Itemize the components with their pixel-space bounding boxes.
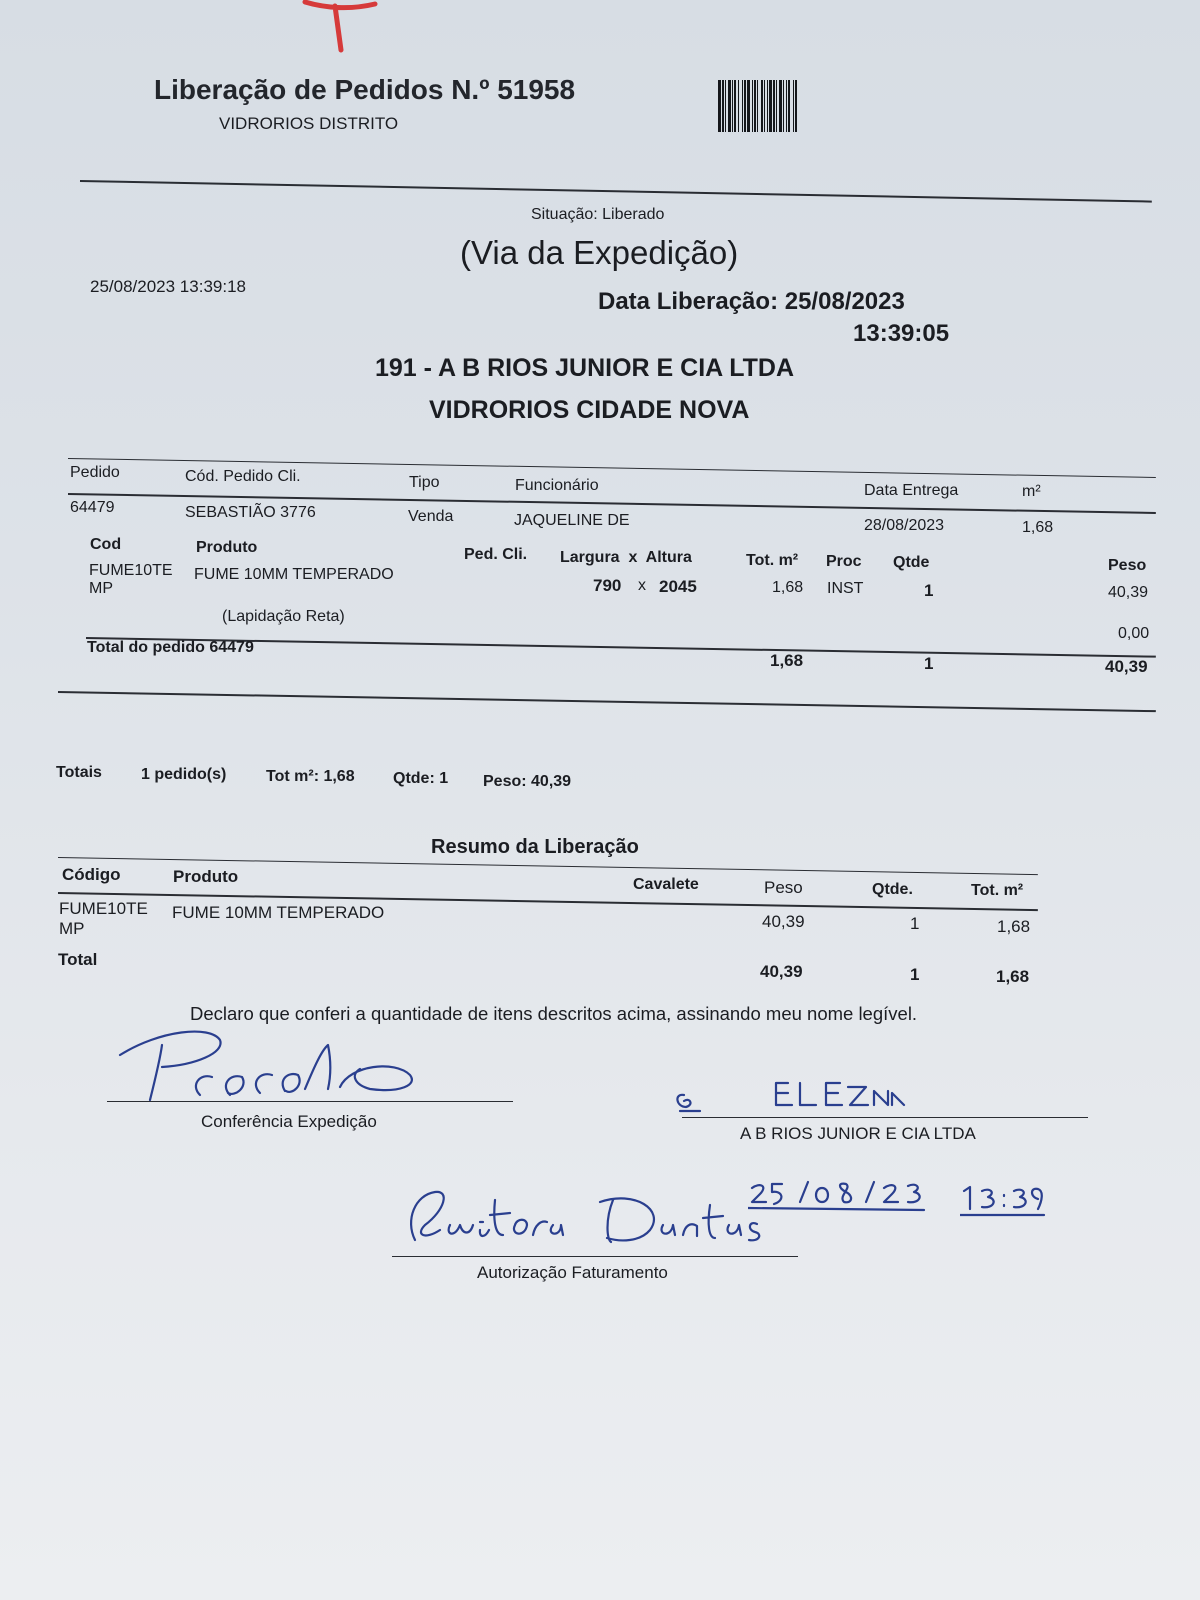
signature-label-autorizacao: Autorização Faturamento — [477, 1263, 668, 1282]
col-funcionario: Funcionário — [515, 477, 599, 494]
red-pen-mark — [295, 0, 385, 60]
summary-tot-m2: 1,68 — [997, 917, 1031, 936]
item-col-cod: Cod — [90, 536, 122, 553]
summary-title: Resumo da Liberação — [431, 836, 639, 858]
summary-qtde: 1 — [910, 914, 920, 933]
item-col-qtde: Qtde — [893, 554, 930, 571]
item-produto: FUME 10MM TEMPERADO — [194, 566, 394, 583]
handwritten-time-text — [970, 1185, 973, 1186]
summary-total-peso: 40,39 — [760, 962, 803, 981]
signature-line-autorizacao — [392, 1256, 798, 1257]
item-col-tot-m2: Tot. m² — [746, 552, 799, 569]
col-pedido: Pedido — [70, 464, 120, 481]
summary-peso: 40,39 — [762, 912, 805, 931]
row-data-entrega: 28/08/2023 — [864, 517, 945, 534]
summary-codigo — [59, 899, 148, 939]
item-x: x — [638, 577, 646, 594]
order-total-m2: 1,68 — [770, 651, 804, 670]
via-label: (Via da Expedição) — [460, 234, 739, 271]
client-store: VIDRORIOS CIDADE NOVA — [429, 396, 750, 424]
client-name: 191 - A B RIOS JUNIOR E CIA LTDA — [375, 354, 795, 382]
signature-label-conferencia: Conferência Expedição — [201, 1112, 377, 1131]
signature-autorizacao — [395, 1180, 775, 1260]
summary-col-cavalete: Cavalete — [633, 876, 699, 893]
item-qtde: 1 — [924, 581, 934, 600]
order-total-qtde: 1 — [924, 654, 934, 673]
summary-col-qtde: Qtde. — [872, 881, 913, 898]
order-total-label: Total do pedido 64479 — [87, 639, 254, 656]
declaration-text: Declaro que conferi a quantidade de itens descritos acima, assinando meu nome legível. — [190, 1003, 918, 1024]
totals-pedidos: 1 pedido(s) — [141, 766, 227, 783]
barcode — [718, 80, 906, 132]
item-cod-line2: MP — [89, 580, 113, 597]
item-cod — [89, 562, 173, 598]
company-name: VIDRORIOS DISTRITO — [219, 114, 399, 133]
item-col-produto: Produto — [196, 539, 258, 556]
status-situacao: Situação: Liberado — [531, 206, 665, 223]
signature-label-cliente: A B RIOS JUNIOR E CIA LTDA — [740, 1124, 976, 1143]
row-cod-pedido-cli: SEBASTIÃO 3776 — [185, 504, 316, 521]
item-col-peso: Peso — [1108, 557, 1147, 574]
release-date: Data Liberação: 25/08/2023 — [598, 288, 905, 315]
totals-tot-m2: Tot m²: 1,68 — [266, 768, 355, 785]
row-tipo: Venda — [408, 508, 454, 525]
item-col-proc: Proc — [826, 553, 862, 570]
summary-produto: FUME 10MM TEMPERADO — [172, 903, 385, 922]
summary-total-tot-m2: 1,68 — [996, 967, 1030, 986]
signature-line-conferencia — [107, 1101, 513, 1102]
col-tipo: Tipo — [409, 474, 440, 491]
item-peso: 40,39 — [1108, 584, 1149, 601]
summary-col-peso: Peso — [764, 878, 803, 897]
page-title: Liberação de Pedidos N.º 51958 — [154, 74, 576, 105]
row-m2: 1,68 — [1022, 519, 1054, 536]
signature-cliente — [670, 1075, 940, 1115]
summary-col-tot-m2: Tot. m² — [971, 882, 1024, 899]
totals-peso: Peso: 40,39 — [483, 773, 572, 790]
item-cod-line1: FUME10TE — [89, 562, 173, 579]
item-largura: 790 — [593, 576, 622, 595]
item-sub-process: (Lapidação Reta) — [222, 608, 345, 625]
printed-timestamp: 25/08/2023 13:39:18 — [90, 277, 246, 296]
item-proc: INST — [827, 580, 864, 597]
item-tot-m2: 1,68 — [772, 579, 804, 596]
row-funcionario: JAQUELINE DE — [514, 512, 630, 529]
col-data-entrega: Data Entrega — [864, 482, 959, 499]
release-time: 13:39:05 — [853, 320, 950, 347]
totals-qtde: Qtde: 1 — [393, 770, 449, 787]
item-col-largura-altura: Largura x Altura — [560, 549, 692, 566]
col-cod-pedido-cli: Cód. Pedido Cli. — [185, 468, 301, 485]
summary-codigo-line1: FUME10TE — [59, 899, 148, 918]
summary-total-label: Total — [58, 950, 98, 969]
summary-total-qtde: 1 — [910, 965, 920, 984]
order-table-bottom-rule — [58, 691, 1156, 712]
item-sub-peso: 0,00 — [1118, 625, 1150, 642]
item-altura: 2045 — [659, 577, 697, 596]
order-total-peso: 40,39 — [1105, 657, 1148, 676]
signature-line-cliente — [682, 1117, 1088, 1118]
totals-label: Totais — [56, 764, 102, 781]
handwritten-time — [960, 1185, 1050, 1225]
row-pedido: 64479 — [70, 499, 115, 516]
summary-codigo-line2: MP — [59, 919, 85, 938]
summary-col-codigo: Código — [62, 865, 121, 884]
col-m2: m² — [1022, 483, 1041, 500]
summary-col-produto: Produto — [173, 867, 239, 886]
item-col-ped-cli: Ped. Cli. — [464, 546, 528, 563]
header-divider — [80, 180, 1152, 203]
